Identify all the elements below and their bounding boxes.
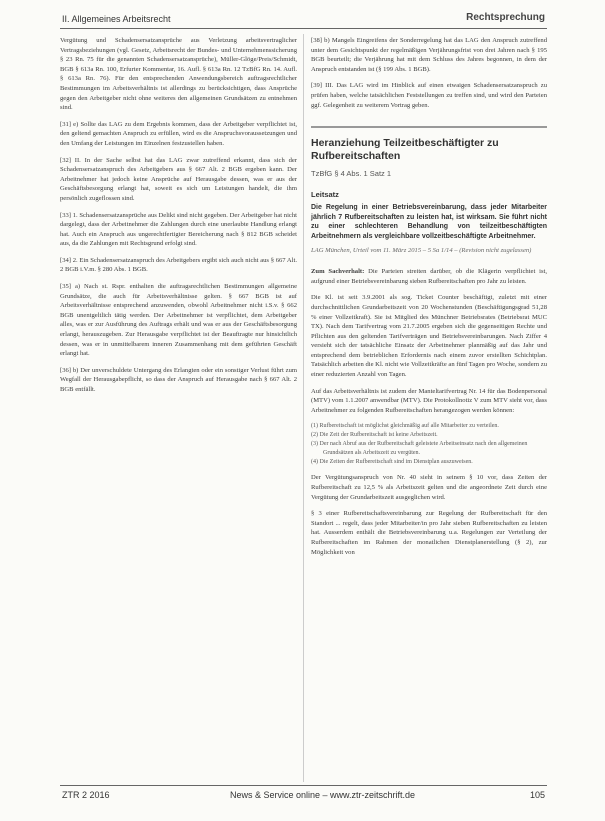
paragraph: [34] 2. Ein Schadensersatzanspruch des Arbeitgebers ergibt sich auch nicht aus § 667 Alt. 2 BGB i.V.m. § 280 Abs. 1 BGB. xyxy=(60,256,297,274)
page-number: 105 xyxy=(529,790,545,800)
section-rule xyxy=(311,126,547,128)
decision-title: Heranziehung Teilzeitbeschäftigter zu Rufbereitschaften xyxy=(311,137,499,163)
paragraph: [32] II. In der Sache selbst hat das LAG zwar zutreffend erkannt, dass sich der Schadensersatzanspruch des Arbeitgebers aus § 667 Alt. 2 BGB ergeben kann. Der Arbeitnehmer hat jedoch keine Ansprüche auf Herausgabe dessen, was er aus der Geschäftsbesorgung erlangt hat, soweit es sich um Leistungen handelt, die ihm persönlich zugeflossen sind. xyxy=(60,156,297,202)
paragraph: [36] b) Der unverschuldete Untergang des Erlangten oder ein sonstiger Verlust führt zum Wegfall der Herausgabepflicht, so dass der Anspruch auf Herausgabe nach § 667 Alt. 2 BGB entfällt. xyxy=(60,366,297,393)
list-item: (2) Die Zeit der Rufbereitschaft ist keine Arbeitszeit. xyxy=(311,432,438,439)
court-citation: LAG München, Urteil vom 11. März 2015 – 5 Sa 1/14 – (Revision nicht zugelassen) xyxy=(311,246,532,254)
right-column xyxy=(311,36,547,564)
running-header-section: II. Allgemeines Arbeitsrecht xyxy=(62,14,171,24)
list-item: (4) Die Zeiten der Rufbereitschaft sind im Dienstplan auszuweisen. xyxy=(311,458,473,465)
header-rule xyxy=(60,28,547,29)
journal-issue: ZTR 2 2016 xyxy=(62,790,110,800)
footer-rule xyxy=(60,785,547,786)
paragraph: Der Vergütungsanspruch von Nr. 40 sieht in seinem § 10 vor, dass Zeiten der Rufbereitschaft zu 12,5 % als Arbeitszeit gelten und die angeordnete Zeit durch eine Vergütung der Grundarbeitszeit ausgeglichen wird. xyxy=(311,474,547,501)
paragraph: [33] 1. Schadensersatzansprüche aus Delikt sind nicht gegeben. Der Arbeitgeber hat nicht dargelegt, dass der Arbeitnehmer die Zahlungen durch eine unerlaubte Handlung erlangt hat. Auch ein Anspruch aus ungerechtfertigter Bereicherung nach § 812 BGB scheidet aus, da die Zahlungen mit Rechtsgrund erfolgt sind. xyxy=(60,211,297,248)
paragraph: Vergütung und Schadensersatzansprüche aus Verletzung arbeitsvertraglicher Vertragsbeziehungen (vgl. Gesetz, Arbeitsrecht der Bundes- und Unternehmenssicherung § 23 Rn. 75 für die genannten Schadensersatzansprüche), Müller-Glöge/Preis/Schmidt, BGB § 613a Rn. 100, Erfurter Kommentar, 16. Aufl. § 613a Rn. 12 TzBfG Rn. 14. Aufl. § 613a Rn. 76). Für den entsprechenden Anwendungsbereich auftragsrechtlicher Bestimmungen im Arbeitsverhältnis ist allerdings zu berücksichtigen, dass Ansprüche gegen den Arbeitgeber nicht ohne weiteres den allgemeinen Grundsätzen zu entnehmen sind. xyxy=(60,37,297,112)
protocol-list xyxy=(311,422,547,466)
list-item: (3) Der nach Abruf aus der Rufbereitschaft geleistete Arbeitseinsatz nach den allgemeinen Grundsätzen als Arbeitszeit zu vergüten. xyxy=(311,441,528,456)
paragraph: [38] b) Mangels Eingreifens der Sonderregelung hat das LAG den Anspruch zutreffend unter dem Gesichtspunkt der regelmäßigen Verjährungsfrist von drei Jahren nach § 195 BGB beurteilt; die Verjährung hat mit dem Schluss des Jahres begonnen, in dem der Anspruch entstanden ist (§ 199 Abs. 1 BGB). xyxy=(311,37,547,73)
paragraph: § 3 einer Rufbereitschaftsvereinbarung zur Regelung der Rufbereitschaft für den Standort ... regelt, dass jeder Mitarbeiter/in pro Jahr sieben Rufbereitschaften zu leisten hat. Ausserdem enthält die Betriebsvereinbarung u.a. Regelungen zur Verteilung der Rufbereitschaften im Rahmen der monatlichen Dienstplanerstellung (§ 2), zur Möglichkeit von xyxy=(311,510,547,556)
paragraph: [39] III. Das LAG wird im Hinblick auf einen etwaigen Schadensersatzanspruch zu prüfen haben, welche tatsächlichen Feststellungen zu treffen sind, und wird den Parteien ggf. Gelegenheit zu weiterem Vortrag geben. xyxy=(311,82,547,109)
paragraph: Auf das Arbeitsverhältnis ist zudem der Manteltarifvertrag Nr. 14 für das Bodenpersonal (MTV) vom 1.1.2007 anwendbar (MTV). Die Protokollnotiz V zum MTV sieht vor, dass Arbeitnehmer zu folgenden Rufbereitschaften herangezogen werden können: xyxy=(311,387,547,414)
running-header-category: Rechtsprechung xyxy=(466,12,545,23)
facts-text: Die Parteien streiten darüber, ob die Klägerin verpflichtet ist, aufgrund einer Betriebsvereinbarung sieben Rufbereitschaften pro Jahr zu leisten. xyxy=(311,268,547,285)
paragraph: [31] e) Sollte das LAG zu dem Ergebnis kommen, dass der Arbeitgeber verpflichtet ist, den geltend gemachten Anspruch zu erfüllen, wird es die Anspruchsvoraussetzungen und den Umfang der Leistungen im Einzelnen festzustellen haben. xyxy=(60,120,297,147)
statute-reference: TzBfG § 4 Abs. 1 Satz 1 xyxy=(311,169,392,179)
paragraph: Die Kl. ist seit 3.9.2001 als sog. Ticket Counter beschäftigt, zuletzt mit einer durchschnittlichen Grundarbeitszeit von 20 Wochenstunden (Beschäftigungsgrad 51,28 % einer Vollzeitkraft). Sie ist Mitglied des Münchner Betriebsrates (Betriebsrat MUC TX). Nach dem Tarifvertrag vom 21.7.2005 ergeben sich die gegenseitigen Rechte und Pflichten aus den geltenden Tarifverträgen und Betriebsvereinbarungen. Nach Ziffer 4 versieht sich der tatsächliche Einsatz der Arbeitnehmer planmäßig auf das Jahr und entsprechend dem betrieblichen Erfordernis nach einem zuvor erstellten Schichtplan. Tatsächlich arbeiten die Kl. nicht wie Vollzeitkräfte an fünf Tagen pro Woche, sondern zu einer reduzierten Anzahl von Tagen. xyxy=(311,294,547,379)
facts-heading: Zum Sachverhalt: xyxy=(311,268,365,276)
facts-paragraph xyxy=(311,267,547,286)
column-divider xyxy=(303,34,304,782)
list-item: (1) Rufbereitschaft ist möglichst gleichmäßig auf alle Mitarbeiter zu verteilen. xyxy=(311,423,499,430)
paragraph: [35] a) Nach st. Rspr. enthalten die auftragsrechtlichen Bestimmungen allgemeine Grundsätze, die auch für Arbeitsverhältnisse gelten. § 667 BGB ist auf Arbeitsverhältnisse entsprechend anzuwenden, obwohl Arbeitnehmer nicht i.S.v. § 662 BGB unentgeltlich tätig werden. Der Arbeitnehmer ist verpflichtet, dem Arbeitgeber alles, was er zur Ausführung des Auftrags erhält und was er aus der Geschäftsbesorgung erlangt, herauszugeben. Zur Herausgabe verpflichtet ist der Beauftragte nur hinsichtlich dessen, was er in unmittelbarem inneren Zusammenhang mit dem geführten Geschäft erlangt hat. xyxy=(60,283,297,358)
leitsatz-text: Die Regelung in einer Betriebsvereinbarung, dass jeder Mitarbeiter jährlich 7 Rufbereitschaften zu leisten hat, ist wirksam. Sie führt nicht zu einer schlechteren Behandlung von teilzeitbeschäftigten Arbeitnehmern als vergleichbare vollzeitbeschäftigte Arbeitnehmer. xyxy=(311,204,547,240)
left-column xyxy=(60,36,297,402)
footer-tagline: News & Service online – www.ztr-zeitschrift.de xyxy=(230,790,416,800)
leitsatz-heading: Leitsatz xyxy=(311,190,339,200)
